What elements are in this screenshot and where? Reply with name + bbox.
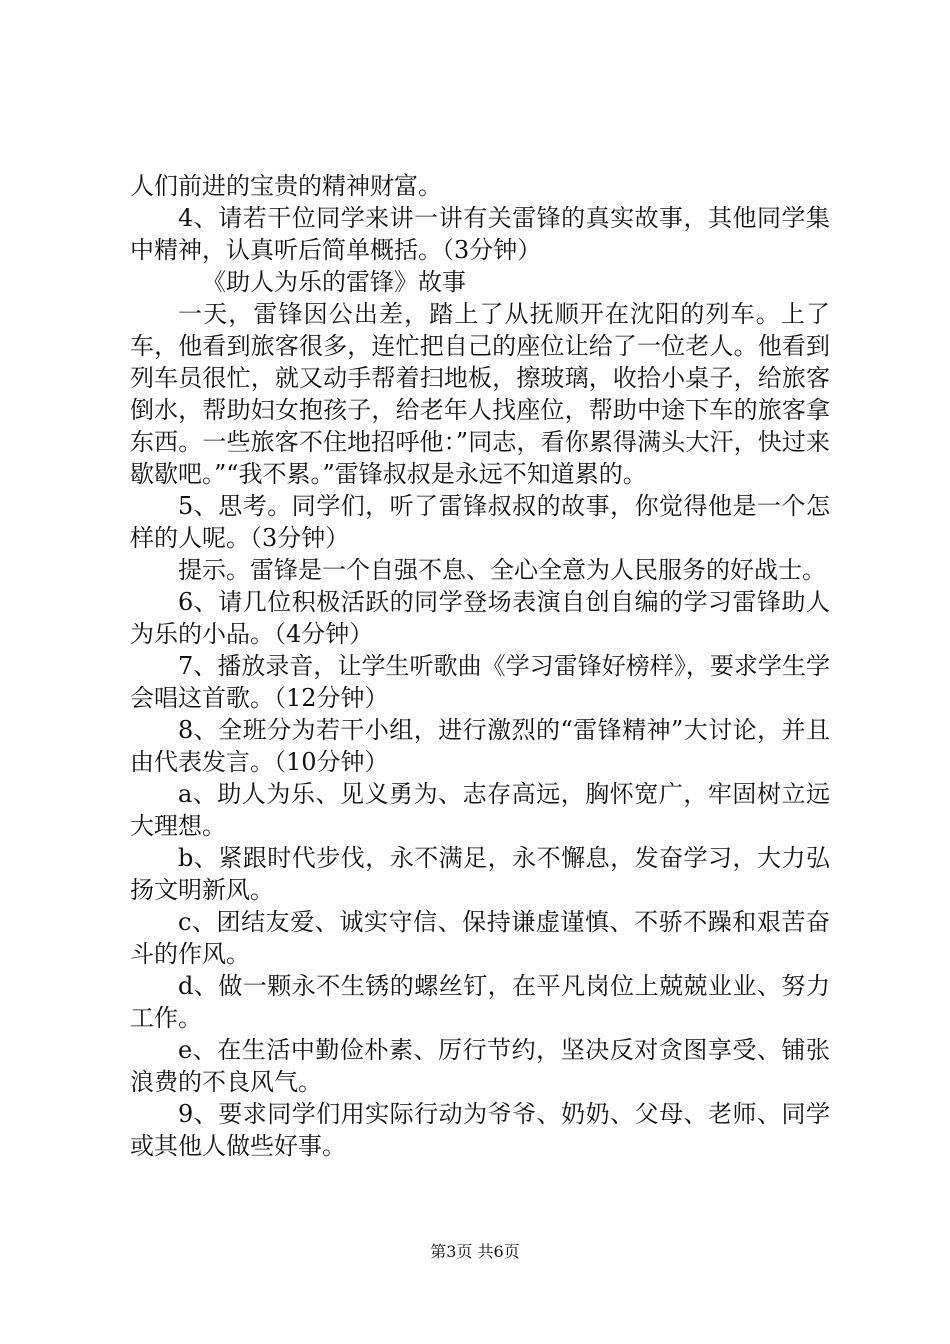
paragraph: 一天，雷锋因公出差，踏上了从抚顺开在沈阳的列车。上了车，他看到旅客很多，连忙把自己的座位让给了一位老人。他看到列车员很忙，就又动手帮着扫地板，擦玻璃，收拾小桌子，给旅客倒水，帮助妇女抱孩子，给老年人找座位，帮助中途下车的旅客拿东西。一些旅客不住地招呼他：”同志，看你累得满头大汗，快过来歇歇吧。”“我不累。”雷锋叔叔是永远不知道累的。: [130, 300, 830, 488]
paragraph: 5、思考。同学们，听了雷锋叔叔的故事，你觉得他是一个怎样的人呢。（3分钟）: [130, 492, 830, 552]
story-title: 《助人为乐的雷锋》故事: [202, 268, 466, 296]
list-item: c、团结友爱、诚实守信、保持谦虚谨慎、不骄不躁和艰苦奋斗的作风。: [130, 908, 830, 968]
list-item: e、在生活中勤俭朴素、厉行节约，坚决反对贪图享受、铺张浪费的不良风气。: [130, 1036, 830, 1096]
paragraph: 9、要求同学们用实际行动为爷爷、奶奶、父母、老师、同学或其他人做些好事。: [130, 1100, 830, 1160]
paragraph: 4、请若干位同学来讲一讲有关雷锋的真实故事，其他同学集中精神，认真听后简单概括。（3分钟）: [130, 204, 830, 264]
paragraph: 6、请几位积极活跃的同学登场表演自创自编的学习雷锋助人为乐的小品。（4分钟）: [130, 588, 830, 648]
document-body: [130, 170, 830, 1162]
paragraph: 7、播放录音，让学生听歌曲《学习雷锋好榜样》，要求学生学会唱这首歌。（12分钟）: [130, 652, 830, 712]
page-number: 第3页 共6页: [430, 1242, 520, 1261]
list-item: a、助人为乐、见义勇为、志存高远，胸怀宽广，牢固树立远大理想。: [130, 780, 830, 840]
list-item: b、紧跟时代步伐，永不满足，永不懈息，发奋学习，大力弘扬文明新风。: [130, 844, 830, 904]
list-item: d、做一颗永不生锈的螺丝钉，在平凡岗位上兢兢业业、努力工作。: [130, 972, 830, 1032]
paragraph: 提示。雷锋是一个自强不息、全心全意为人民服务的好战士。: [178, 556, 826, 584]
paragraph: 8、全班分为若干小组，进行激烈的“雷锋精神”大讨论，并且由代表发言。（10分钟）: [130, 716, 830, 776]
paragraph: 人们前进的宝贵的精神财富。: [130, 172, 442, 200]
